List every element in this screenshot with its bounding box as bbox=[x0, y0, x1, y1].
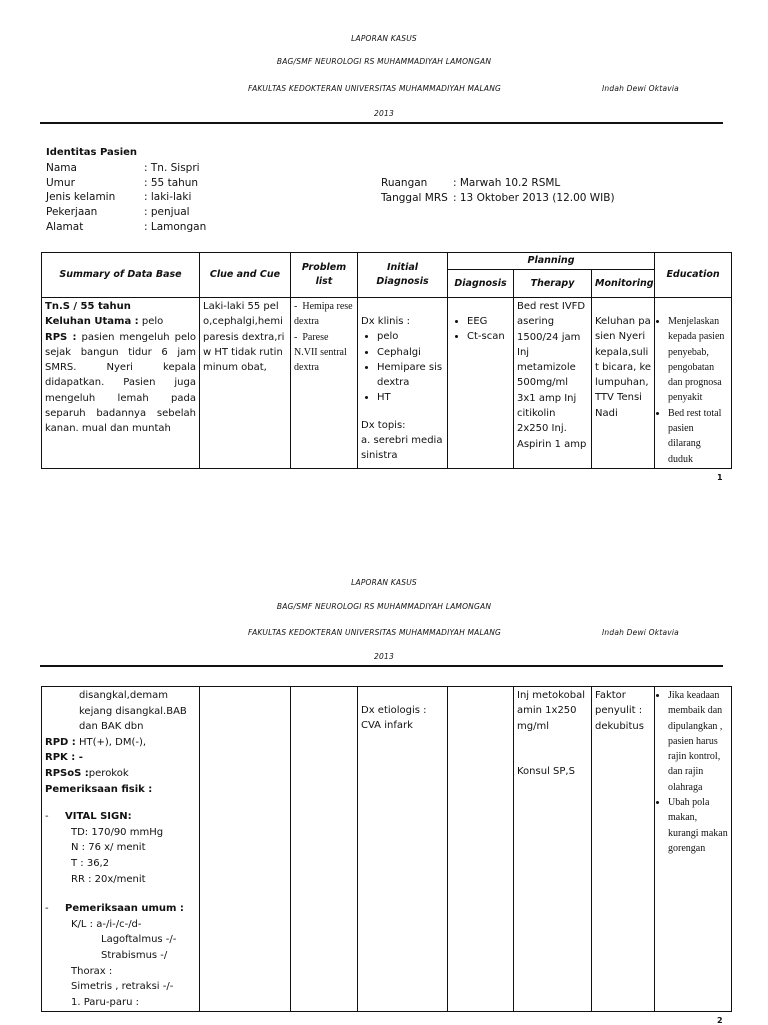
department-line: BAG/SMF NEUROLOGI RS MUHAMMADIYAH LAMONGAN bbox=[276, 57, 492, 66]
education-item: • Bed rest total pasien dilarang duduk bbox=[668, 406, 728, 467]
lagoftalmus-line: Lagoftalmus -/- bbox=[101, 934, 177, 946]
header-summary: Summary of Data Base bbox=[42, 253, 200, 298]
dx-clinic-list bbox=[361, 329, 444, 405]
header-diagnosis: Diagnosis bbox=[448, 270, 514, 298]
header-monitoring: Monitoring bbox=[592, 270, 655, 298]
year-line: 2013 bbox=[374, 652, 394, 661]
page-1: LAPORAN KASUS BAG/SMF NEUROLOGI RS MUHAMMADIYAH LAMONGAN FAKULTAS KEDOKTERAN UNIVERSITAS MUHAMMADIYAH MALANG Indah Dewi Oktavia 2013 Identitas Pasien Nama : Tn. Sispri Umur : 55 tahun Jenis kelamin : laki-laki Pekerjaan : penjual Alamat : Lamongan Ruangan : Marwah 10.2 RSML Tanggal MRS : 13 Oktober 2013 (12.00 WIB) Summary of Data Base Clue and Cue Problem list Initial Diagnosis Planning Education Diagnosis Therapy Monitoring Tn.S / 55 tahun Keluhan Utama : pelo RPS : pasien mengeluh pelo sejak bangun tidur 6 jam SMRS. Nyeri kepala didapatkan. Pasien juga mengeluh lemah pada separuh badannya sebelah kanan. mual dan muntah Laki-laki 55 pelo,cephalgi,hemiparesis dextra,riw HT tidak rutin minum obat, - Hemipa rese dextra - Parese N.VII sentral dextra Dx klinis : • pelo • Cephalgi • Hemipare sis dextra • HT Dx topis: a. serebri media sinistra • EEG • Ct-scan Bed rest IVFD asering 1500/24 jam Inj metamizole 500mg/ml 3x1 amp Inj citikolin 2x250 Inj. Aspirin 1 amp Keluhan pasien Nyeri kepala,sulit bicara, kelumpuhan, TTV Tensi Nadi • Menjelaskan kepada pasien penyebab, pengobatan dan prognosa penyakit • Bed rest total pasien dilarang duduk 1 bbox=[0, 0, 768, 500]
therapy-item: Konsul SP,S bbox=[517, 765, 575, 777]
general-exam-heading: - Pemeriksaan umum : bbox=[45, 903, 184, 915]
dx-clinic-item: • pelo bbox=[377, 329, 444, 344]
summary-cell bbox=[42, 298, 200, 469]
vital-t: T : 36,2 bbox=[71, 857, 110, 869]
clue-cell: Laki-laki 55 pelo,cephalgi,hemiparesis dextra,riw HT tidak rutin minum obat, bbox=[200, 298, 291, 469]
problem-list-cell bbox=[291, 298, 358, 469]
header-problem: Problem list bbox=[291, 253, 358, 298]
education-item: • Ubah pola makan, kurangi makan gorengan bbox=[668, 795, 728, 856]
identity-row-alamat: Alamat : Lamongan bbox=[46, 220, 207, 233]
planning-diagnosis-item: • EEG bbox=[467, 314, 510, 329]
page-2 bbox=[0, 548, 768, 1024]
patient-identity bbox=[46, 146, 207, 235]
monitoring-cell: Faktor penyulit : dekubitus bbox=[592, 687, 655, 1012]
initial-diagnosis-cell: Dx etiologis : CVA infark bbox=[358, 687, 448, 1012]
identity-title: Identitas Pasien bbox=[46, 147, 138, 158]
education-list bbox=[658, 688, 728, 856]
header-planning: Planning bbox=[448, 253, 655, 270]
header-clue: Clue and Cue bbox=[200, 253, 291, 298]
dx-topis-label: Dx topis: bbox=[361, 419, 406, 431]
paru-line: 1. Paru-paru : bbox=[71, 996, 139, 1008]
chief-complaint: Keluhan Utama : pelo bbox=[45, 316, 164, 328]
vital-td: TD: 170/90 mmHg bbox=[71, 826, 164, 838]
header-therapy: Therapy bbox=[514, 270, 592, 298]
dx-clinic-item: • Cephalgi bbox=[377, 345, 444, 360]
year-line: 2013 bbox=[374, 109, 394, 118]
rpk-line: RPK : - bbox=[45, 752, 83, 764]
monitoring-cell: Keluhan pasien Nyeri kepala,sulit bicara, kelumpuhan, TTV Tensi Nadi bbox=[592, 298, 655, 469]
faculty-line: FAKULTAS KEDOKTERAN UNIVERSITAS MUHAMMADIYAH MALANG bbox=[248, 628, 502, 637]
therapy-cell bbox=[514, 687, 592, 1012]
education-cell bbox=[655, 687, 732, 1012]
therapy-cell: Bed rest IVFD asering 1500/24 jam Inj metamizole 500mg/ml 3x1 amp Inj citikolin 2x250 Inj. Aspirin 1 amp bbox=[514, 298, 592, 469]
page-number: 1 bbox=[717, 473, 723, 482]
planning-diagnosis-list bbox=[451, 314, 510, 345]
identity-row-pekerjaan: Pekerjaan : penjual bbox=[46, 206, 190, 219]
dx-clinic-label: Dx klinis : bbox=[361, 316, 411, 327]
report-title: LAPORAN KASUS bbox=[351, 578, 417, 587]
identity-row-nama: Nama : Tn. Sispri bbox=[46, 161, 200, 174]
dx-topis-text: a. serebri media sinistra bbox=[361, 435, 443, 462]
rps-history: RPS : pasien mengeluh pelo sejak bangun tidur 6 jam SMRS. Nyeri kepala didapatkan. Pasien juga mengeluh lemah pada separuh badannya sebelah kanan. mual dan muntah bbox=[45, 331, 196, 435]
education-item: • Menjelaskan kepada pasien penyebab, pengobatan dan prognosa penyakit bbox=[668, 314, 728, 406]
page-number: 2 bbox=[717, 1016, 723, 1025]
initial-diagnosis-cell bbox=[358, 298, 448, 469]
faculty-line: FAKULTAS KEDOKTERAN UNIVERSITAS MUHAMMADIYAH MALANG bbox=[248, 84, 502, 93]
education-item: • Jika keadaan membaik dan dipulangkan , pasien harus rajin kontrol, dan rajin olahraga bbox=[668, 688, 728, 795]
case-table-page-1 bbox=[41, 252, 732, 469]
summary-cell bbox=[42, 687, 200, 1012]
case-table-page-2 bbox=[41, 686, 732, 1012]
strabismus-line: Strabismus -/ bbox=[101, 949, 168, 961]
header-education: Education bbox=[655, 253, 732, 298]
header-divider bbox=[40, 665, 723, 667]
physical-exam-label: Pemeriksaan fisik : bbox=[45, 783, 153, 795]
header-divider bbox=[40, 122, 723, 124]
education-cell bbox=[655, 298, 732, 469]
planning-diagnosis-item: • Ct-scan bbox=[467, 329, 510, 344]
rpsos-line: RPSoS :perokok bbox=[45, 767, 129, 779]
clue-cell bbox=[200, 687, 291, 1012]
author-name: Indah Dewi Oktavia bbox=[602, 628, 679, 637]
vital-sign-heading: - VITAL SIGN: bbox=[45, 811, 132, 823]
problem-item: - Hemipa rese dextra bbox=[294, 301, 353, 328]
problem-list-cell bbox=[291, 687, 358, 1012]
dx-clinic-item: • HT bbox=[377, 390, 444, 405]
vital-n: N : 76 x/ menit bbox=[71, 842, 146, 854]
author-name: Indah Dewi Oktavia bbox=[602, 84, 679, 93]
identity-row-jenis-kelamin: Jenis kelamin : laki-laki bbox=[46, 191, 192, 204]
education-list bbox=[658, 314, 728, 467]
patient-summary-line: Tn.S / 55 tahun bbox=[45, 301, 131, 312]
header-initial: Initial Diagnosis bbox=[358, 253, 448, 298]
report-title: LAPORAN KASUS bbox=[351, 34, 417, 43]
planning-diagnosis-cell bbox=[448, 298, 514, 469]
rpd-line: RPD : HT(+), DM(-), bbox=[45, 736, 147, 748]
identity-row-umur: Umur : 55 tahun bbox=[46, 176, 199, 189]
department-line: BAG/SMF NEUROLOGI RS MUHAMMADIYAH LAMONGAN bbox=[276, 602, 492, 611]
planning-diagnosis-cell bbox=[448, 687, 514, 1012]
therapy-item: Inj metokobalamin 1x250 mg/ml bbox=[517, 690, 585, 732]
thorax-line: Thorax : bbox=[71, 965, 113, 977]
dx-clinic-item: • Hemipare sis dextra bbox=[377, 360, 444, 391]
problem-item: - Parese N.VII sentral dextra bbox=[294, 331, 347, 374]
kl-line: K/L : a-/i-/c-/d- bbox=[71, 918, 142, 930]
history-continued: disangkal,demam kejang disangkal.BAB dan BAK dbn bbox=[79, 690, 187, 733]
simetris-line: Simetris , retraksi -/- bbox=[71, 981, 174, 993]
vital-rr: RR : 20x/menit bbox=[71, 873, 146, 885]
